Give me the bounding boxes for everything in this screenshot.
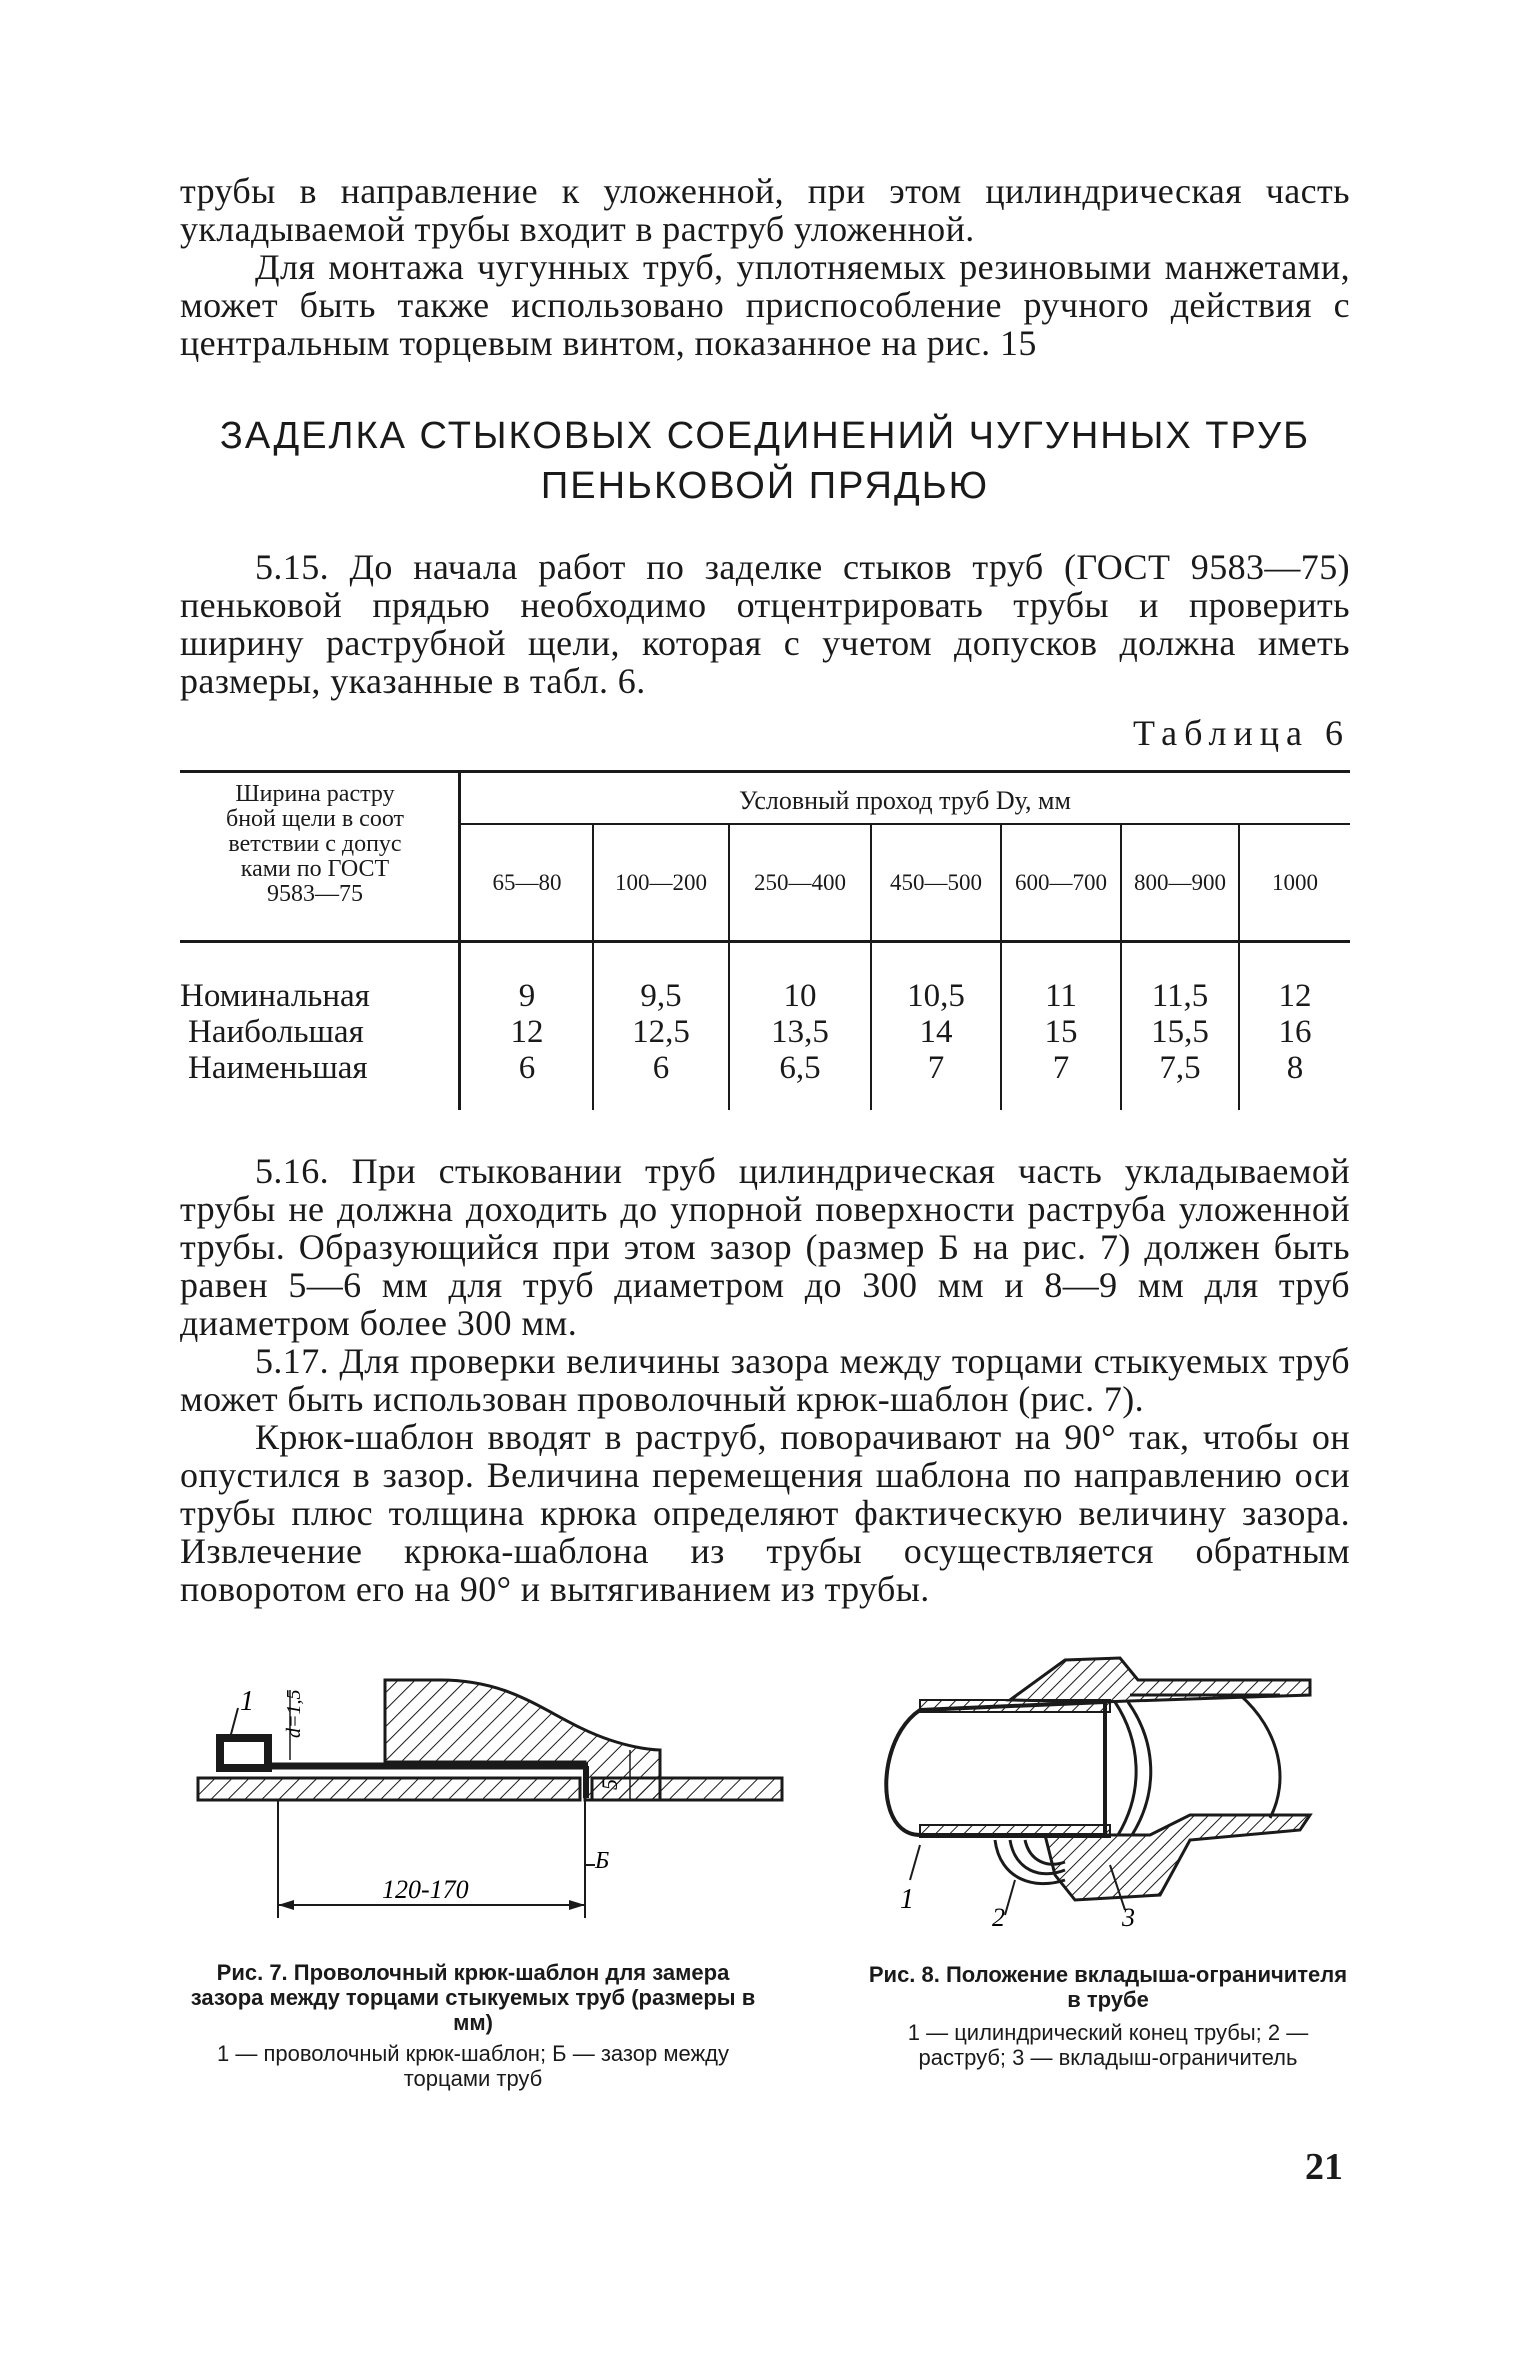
column-header: 450—500 [890,870,982,895]
fig7-label-1: 1 [240,1686,254,1717]
table-cell: 15 [1044,1014,1078,1050]
table-cell: 16 [1278,1014,1312,1050]
pipe-wall-bottom [920,1825,1110,1837]
paragraph-5-16: 5.16. При стыковании труб цилиндрическая часть укладываемой трубы не должна доходить до упорной поверхности раструба уложенной трубы. Образующийся при этом зазор (размер Б на рис. 7) должен быть равен 5—6 мм для труб диаметром до 300 мм и 8—9 мм для труб диаметром более 300 мм. [180,1151,1350,1343]
section-heading-line-2: ПЕНЬКОВОЙ ПРЯДЬЮ [540,465,990,507]
paragraph-5-17-continued: Крюк-шаблон вводят в раструб, поворачивают на 90° так, чтобы он опустился в зазор. Величина перемещения шаблона по направлению оси трубы плюс толщина крюка определяют фактическую величину зазора. Извлечение крюка-шаблона из трубы осуществляется обратным поворотом его на 90° и вытягиванием из трубы. [180,1417,1350,1609]
row-header-line: ветствии с допус [228,831,402,857]
arrow-head [278,1900,294,1910]
section-heading-line-1: ЗАДЕЛКА СТЫКОВЫХ СОЕДИНЕНИЙ ЧУГУННЫХ ТРУБ [219,415,1311,457]
table-cell: 8 [1286,1050,1304,1086]
table-cell: 6,5 [779,1050,821,1086]
table-col-divider [458,770,461,1110]
table-cell: 9,5 [640,978,682,1014]
fig7-label-b: Б [595,1848,610,1874]
fig7-label-5: 5 [597,1779,622,1790]
column-header: 1000 [1272,870,1318,895]
leader-line [230,1708,238,1738]
fig8-label-2: 2 [992,1903,1005,1930]
row-label: Наибольшая [188,1014,364,1050]
fig8-label-3: 3 [1122,1903,1135,1930]
figure-8-drawing [860,1640,1320,1930]
leader-line [1005,1880,1015,1915]
table-cell: 11 [1045,978,1077,1014]
row-header-line: Ширина растру [235,781,395,807]
pipe-curve [1115,1702,1136,1835]
figure-7-legend: 1 — проволочный крюк-шаблон; Б — зазор между торцами труб [216,2041,730,2091]
table-cell: 6 [518,1050,536,1086]
pipe-wall-top [920,1700,1110,1712]
pipe-end [886,1710,920,1835]
table-cell: 14 [919,1014,953,1050]
table-cell: 7 [927,1050,945,1086]
table-column-group-header: Условный проход труб Dу, мм [739,786,1071,815]
pipe-curve [1128,1702,1151,1835]
figure-8-caption [868,1962,1348,2070]
figure-8-legend: 1 — цилиндрический конец трубы; 2 — раструб; 3 — вкладыш-ограничитель [907,2020,1309,2070]
table-top-rule [180,770,1350,773]
table-cell: 12 [1278,978,1312,1014]
row-label: Наименьшая [188,1050,368,1086]
figure-7-title: Рис. 7. Проволочный крюк-шаблон для замера зазора между торцами стыкуемых труб (размеры в мм) [190,1960,756,2035]
table-cell: 7 [1052,1050,1070,1086]
hook-handle [220,1738,268,1768]
column-header: 65—80 [492,870,562,895]
table-caption: Таблица 6 [1133,713,1350,753]
table-cell: 13,5 [771,1014,829,1050]
table-cell: 12 [510,1014,544,1050]
leader-line [910,1845,920,1880]
row-header-line: ками по ГОСТ [240,856,390,882]
row-header-line: 9583—75 [267,881,363,907]
table-row-header [180,782,450,907]
column-header: 600—700 [1015,870,1107,895]
table-cell: 9 [518,978,536,1014]
table-cell: 7,5 [1159,1050,1201,1086]
fig7-label-d: d=1,5 [283,1689,305,1738]
row-label: Номинальная [180,978,370,1014]
column-header: 250—400 [754,870,846,895]
table-cell: 15,5 [1151,1014,1209,1050]
table-header-rule [180,940,1350,943]
paragraph-5-15: 5.15. До начала работ по заделке стыков труб (ГОСТ 9583—75) пеньковой прядью необходимо отцентрировать трубы и проверить ширину раструбной щели, которая с учетом допусков должна иметь размеры, указанные в табл. 6. [180,547,1350,701]
table-cell: 6 [652,1050,670,1086]
table-cell: 10,5 [907,978,965,1014]
figure-7-caption [178,1960,768,2091]
arrow-head [569,1900,585,1910]
figure-8-title: Рис. 8. Положение вкладыша-ограничителя в трубе [868,1962,1348,2012]
table-6 [180,770,1350,1110]
table-cell: 11,5 [1151,978,1209,1014]
page-number: 21 [1305,2146,1343,2188]
row-header-line: бной щели в соот [225,806,404,832]
fig8-label-1: 1 [900,1884,914,1915]
figure-7-drawing [190,1650,790,1930]
column-header: 100—200 [615,870,707,895]
pipe-body [920,1702,1105,1835]
pipe-curve [1240,1695,1280,1818]
table-cell: 10 [783,978,817,1014]
fig7-dimension: 120-170 [382,1875,469,1904]
table-cell: 12,5 [632,1014,690,1050]
paragraph-5-17: 5.17. Для проверки величины зазора между торцами стыкуемых труб может быть использован проволочный крюк-шаблон (рис. 7). [180,1341,1350,1419]
intro-paragraph-2: Для монтажа чугунных труб, уплотняемых резиновыми манжетами, может быть также использовано приспособление ручного действия с центральным торцевым винтом, показанное на рис. 15 [180,247,1350,363]
intro-paragraph-1: трубы в направление к уложенной, при этом цилиндрическая часть укладываемой трубы входит в раструб уложенной. [180,171,1350,249]
column-header: 800—900 [1134,870,1226,895]
pipe-wall [198,1778,580,1800]
